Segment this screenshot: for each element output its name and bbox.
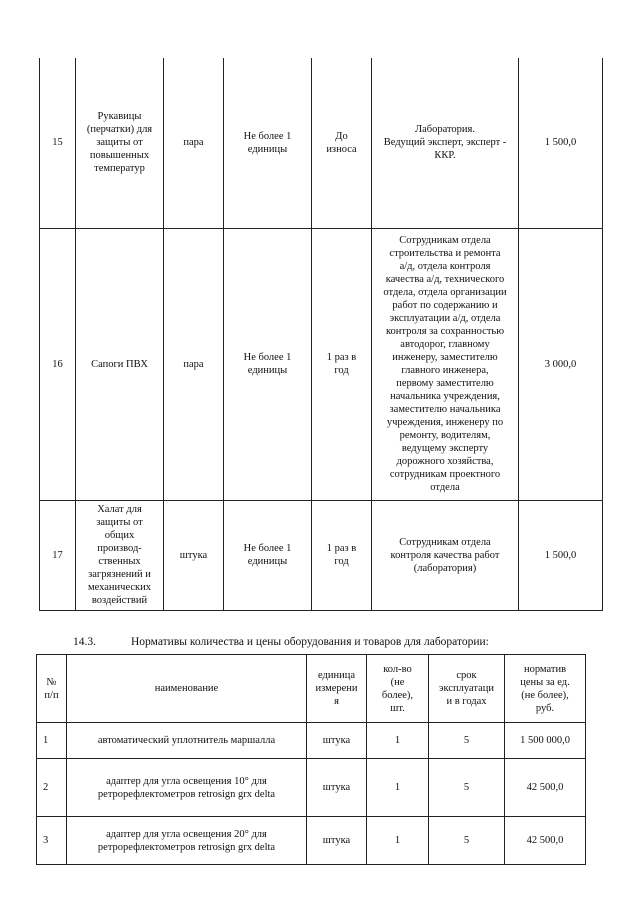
section-number: 14.3. — [73, 636, 96, 648]
row-number: 3 — [37, 817, 67, 865]
service-life: 5 — [429, 759, 505, 817]
lab-equipment-table — [36, 654, 586, 865]
table-header-row — [37, 655, 586, 723]
wear-term: 1 раз в год — [312, 228, 372, 500]
price: 1 500,0 — [519, 58, 603, 228]
quantity: Не более 1 единицы — [224, 500, 312, 610]
recipients: Сотрудникам отдела контроля качества работ (лаборатория) — [372, 500, 519, 610]
unit: штука — [307, 723, 367, 759]
row-number: 17 — [40, 500, 76, 610]
price: 1 500,0 — [519, 500, 603, 610]
row-number: 16 — [40, 228, 76, 500]
table-row — [40, 500, 603, 610]
wear-term: До износа — [312, 58, 372, 228]
recipients: Лаборатория. Ведущий эксперт, эксперт - ККР. — [372, 58, 519, 228]
table-row — [40, 228, 603, 500]
header-qty: кол-во (не более), шт. — [367, 655, 429, 723]
price: 42 500,0 — [505, 759, 586, 817]
table-row — [40, 58, 603, 228]
recipients: Сотрудникам отдела строительства и ремонта а/д, отдела контроля качества а/д, технического отдела, отдела организации работ по содержанию и эксплуатации а/д, отдела контроля за сохранностью автодорог, главному инженеру, заместителю главного инженера, первому заместителю начальника учреждения, заместителю начальника учреждения, инженеру по ремонту, водителям, ведущему эксперту дорожного хозяйства, сотрудникам проектного отдела — [372, 228, 519, 500]
service-life: 5 — [429, 817, 505, 865]
table-row — [37, 817, 586, 865]
item-name: Халат для защиты от общих производ- ственных загрязнений и механических воздействий — [76, 500, 164, 610]
header-price: норматив цены за ед. (не более), руб. — [505, 655, 586, 723]
item-name: автоматический уплотнитель маршалла — [67, 723, 307, 759]
header-name: наименование — [67, 655, 307, 723]
unit: штука — [307, 817, 367, 865]
item-name: Рукавицы (перчатки) для защиты от повышенных температур — [76, 58, 164, 228]
header-term: срок эксплуатаци и в годах — [429, 655, 505, 723]
wear-term: 1 раз в год — [312, 500, 372, 610]
unit: штука — [307, 759, 367, 817]
service-life: 5 — [429, 723, 505, 759]
price: 3 000,0 — [519, 228, 603, 500]
row-number: 2 — [37, 759, 67, 817]
quantity: Не более 1 единицы — [224, 228, 312, 500]
section-heading — [73, 636, 489, 648]
header-unit: единица измерени я — [307, 655, 367, 723]
table-row — [37, 723, 586, 759]
section-title: Нормативы количества и цены оборудования и товаров для лаборатории: — [131, 636, 489, 648]
table-row — [37, 759, 586, 817]
price: 42 500,0 — [505, 817, 586, 865]
price: 1 500 000,0 — [505, 723, 586, 759]
quantity: Не более 1 единицы — [224, 58, 312, 228]
unit: пара — [164, 58, 224, 228]
unit: пара — [164, 228, 224, 500]
quantity: 1 — [367, 723, 429, 759]
quantity: 1 — [367, 759, 429, 817]
row-number: 15 — [40, 58, 76, 228]
item-name: адаптер для угла освещения 20° для ретрорефлектометров retrosign grx delta — [67, 817, 307, 865]
ppe-norms-table — [39, 58, 603, 611]
header-num: № п/п — [37, 655, 67, 723]
item-name: адаптер для угла освещения 10° для ретрорефлектометров retrosign grx delta — [67, 759, 307, 817]
row-number: 1 — [37, 723, 67, 759]
unit: штука — [164, 500, 224, 610]
item-name: Сапоги ПВХ — [76, 228, 164, 500]
quantity: 1 — [367, 817, 429, 865]
